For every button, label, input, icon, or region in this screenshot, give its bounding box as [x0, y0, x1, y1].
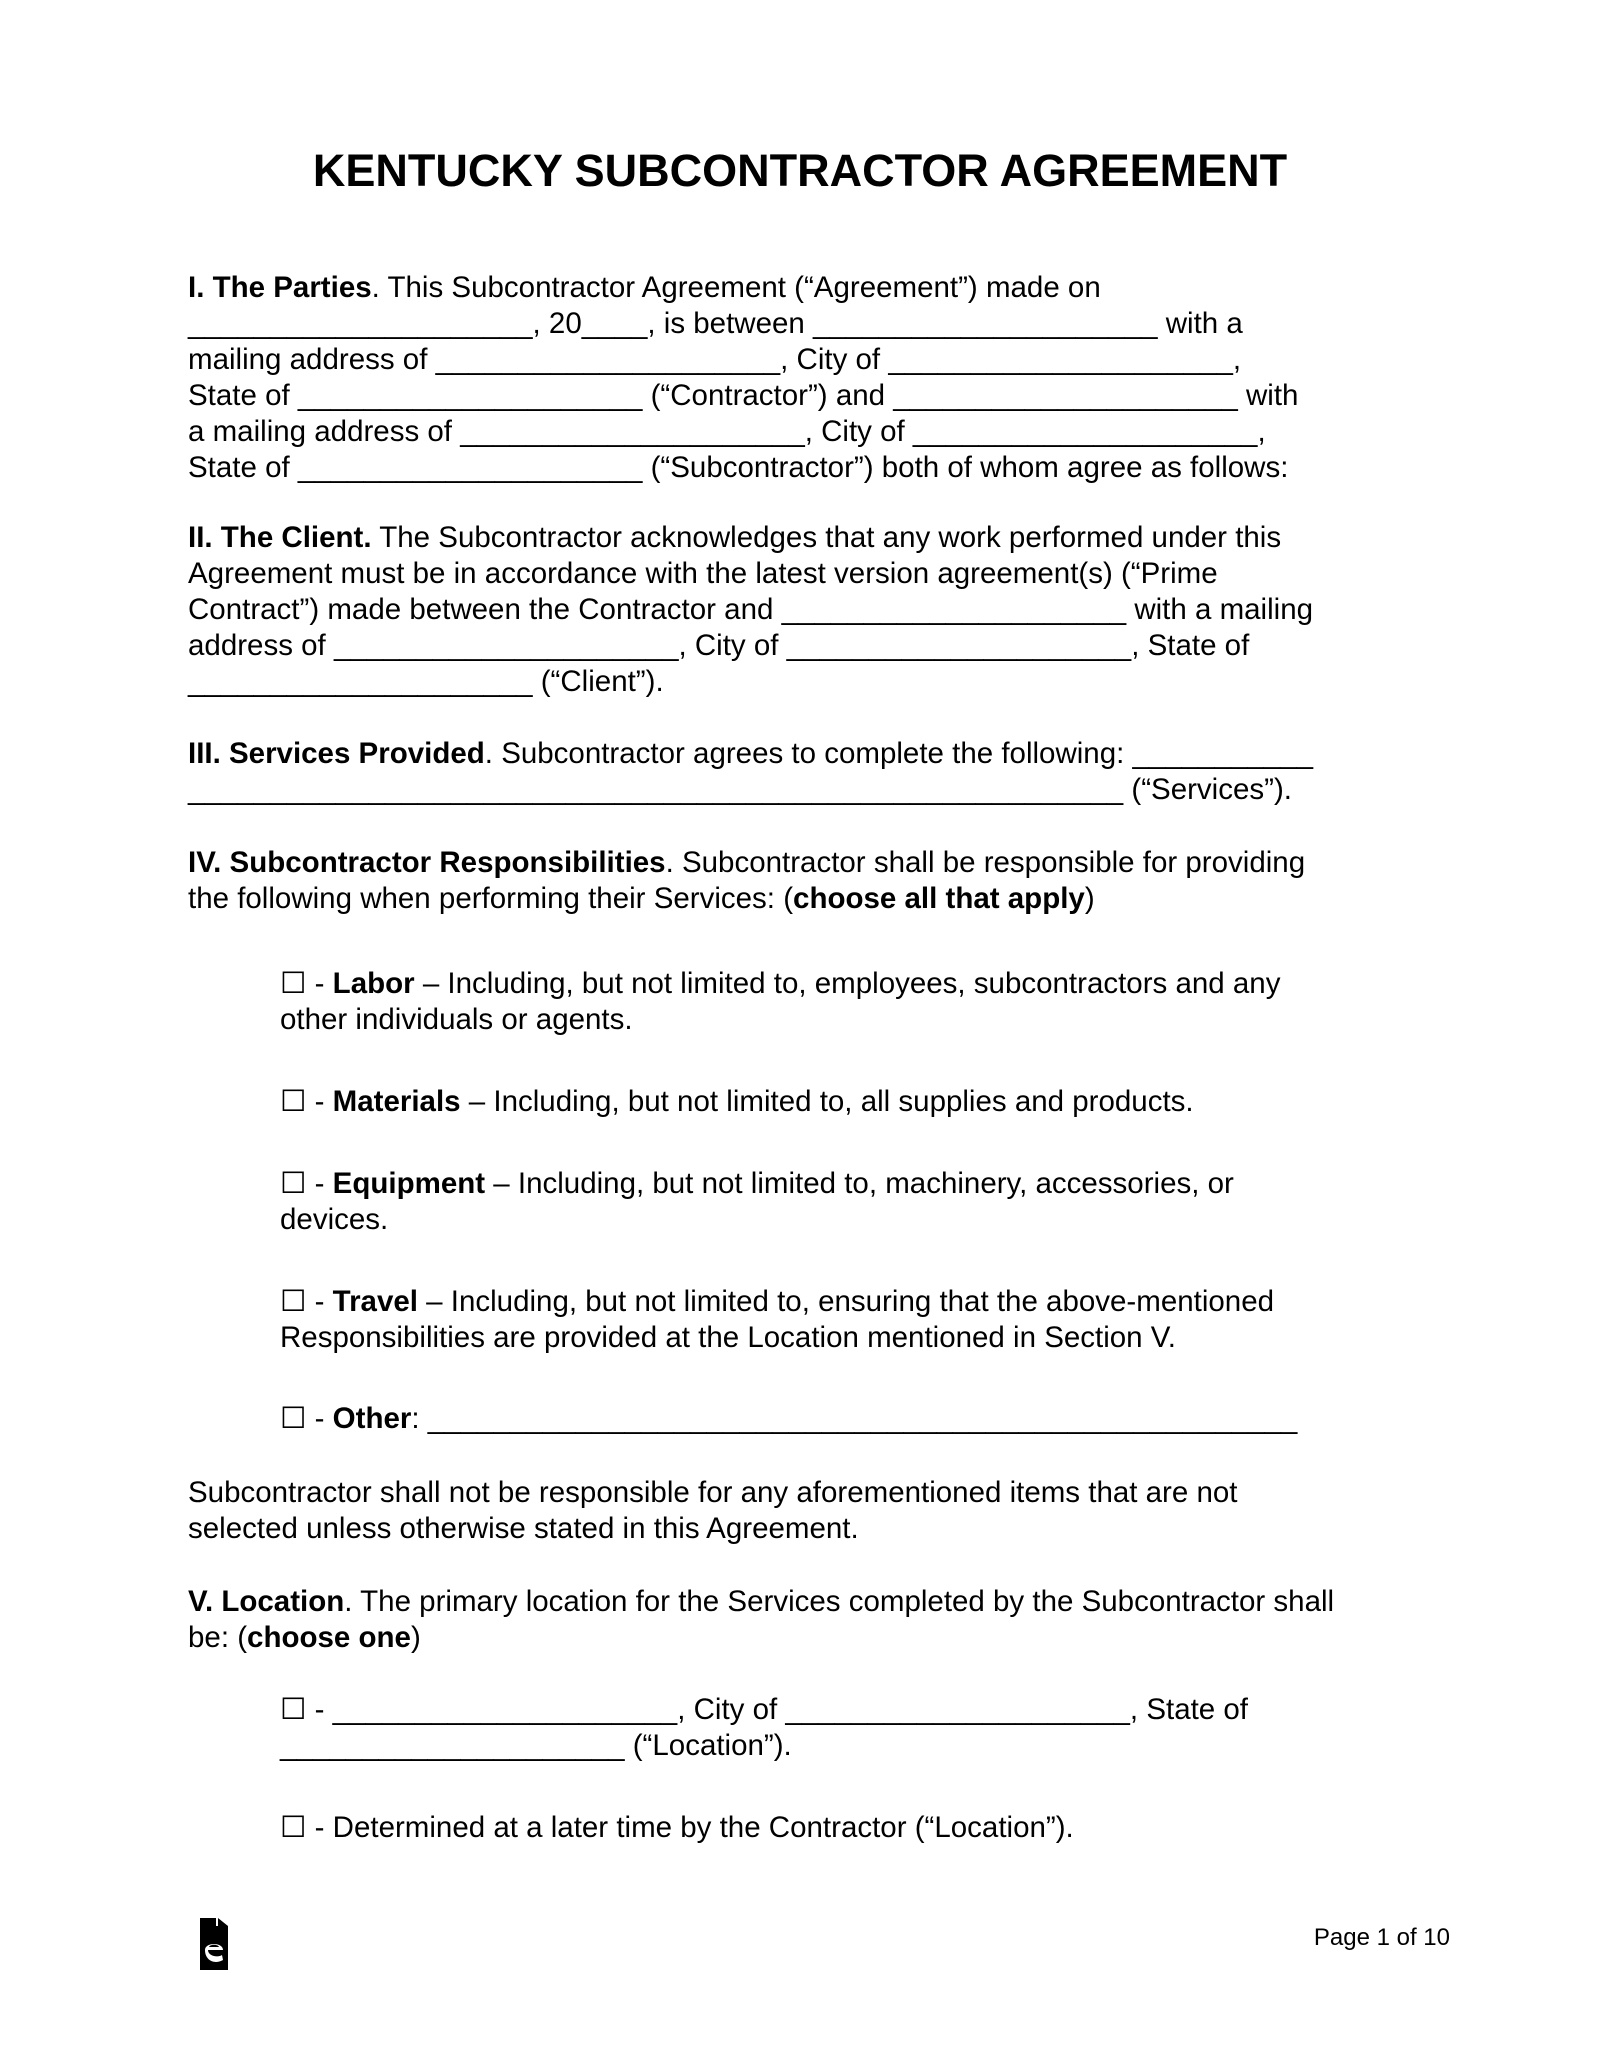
page-number: Page 1 of 10 — [1313, 1924, 1450, 1951]
section-responsibilities: IV. Subcontractor Responsibilities. Subcontractor shall be responsible for providing the following when performing their Services: (choose all that apply) — [188, 846, 1306, 915]
section-heading: III. Services Provided — [188, 737, 485, 770]
checkbox-icon[interactable]: ☐ - — [280, 1402, 333, 1435]
section-client: II. The Client. The Subcontractor acknowledges that any work performed under this Agreement must be in accordance with the latest version agreement(s) (“Prime Contract”) made between the Contractor and _____________________ with a mailing address of _____________________, City of _____________________, State of _____________________ (“Client”). — [188, 521, 1314, 698]
option-equipment[interactable]: ☐ - Equipment – Including, but not limited to, machinery, accessories, or devices. — [280, 1167, 1234, 1236]
section-services: III. Services Provided. Subcontractor agrees to complete the following: ___________ _________________________________________________________ (“Services”). — [188, 737, 1313, 806]
option-labor[interactable]: ☐ - Labor – Including, but not limited to, employees, subcontractors and any other individuals or agents. — [280, 967, 1281, 1036]
section-heading: II. The Client. — [188, 521, 372, 554]
location-option-later[interactable]: ☐ - Determined at a later time by the Contractor (“Location”). — [280, 1811, 1074, 1844]
section-heading: IV. Subcontractor Responsibilities — [188, 846, 666, 879]
checkbox-icon[interactable]: ☐ - — [280, 1167, 333, 1200]
checkbox-icon[interactable]: ☐ - — [280, 967, 333, 1000]
section-location: V. Location. The primary location for the Services completed by the Subcontractor shall be: (choose one) — [188, 1585, 1335, 1654]
checkbox-icon[interactable]: ☐ - — [280, 1085, 333, 1118]
section-heading: I. The Parties — [188, 271, 372, 304]
checkbox-icon[interactable]: ☐ - — [280, 1285, 333, 1318]
section-parties: I. The Parties. This Subcontractor Agreement (“Agreement”) made on _____________________, 20____, is between _____________________ with a mailing address of _____________________, City of _____________________, State of _____________________ (“Contractor”) and _____________________ with a mailing address of _____________________, City of _____________________, State of _____________________ (“Subcontractor”) both of whom agree as follows: — [188, 271, 1299, 484]
section-heading: V. Location — [188, 1585, 345, 1618]
eforms-logo-icon — [196, 1916, 232, 1972]
option-materials[interactable]: ☐ - Materials – Including, but not limited to, all supplies and products. — [280, 1085, 1194, 1118]
responsibilities-note: Subcontractor shall not be responsible for any aforementioned items that are not selected unless otherwise stated in this Agreement. — [188, 1476, 1238, 1545]
document-title: KENTUCKY SUBCONTRACTOR AGREEMENT — [312, 145, 1288, 196]
location-option-address[interactable]: ☐ - _____________________, City of _____________________, State of _____________________ (“Location”). — [280, 1693, 1248, 1762]
option-other[interactable]: ☐ - Other: _____________________________________________________ — [280, 1402, 1298, 1435]
option-travel[interactable]: ☐ - Travel – Including, but not limited to, ensuring that the above-mentioned Responsibilities are provided at the Location mentioned in Section V. — [280, 1285, 1275, 1354]
